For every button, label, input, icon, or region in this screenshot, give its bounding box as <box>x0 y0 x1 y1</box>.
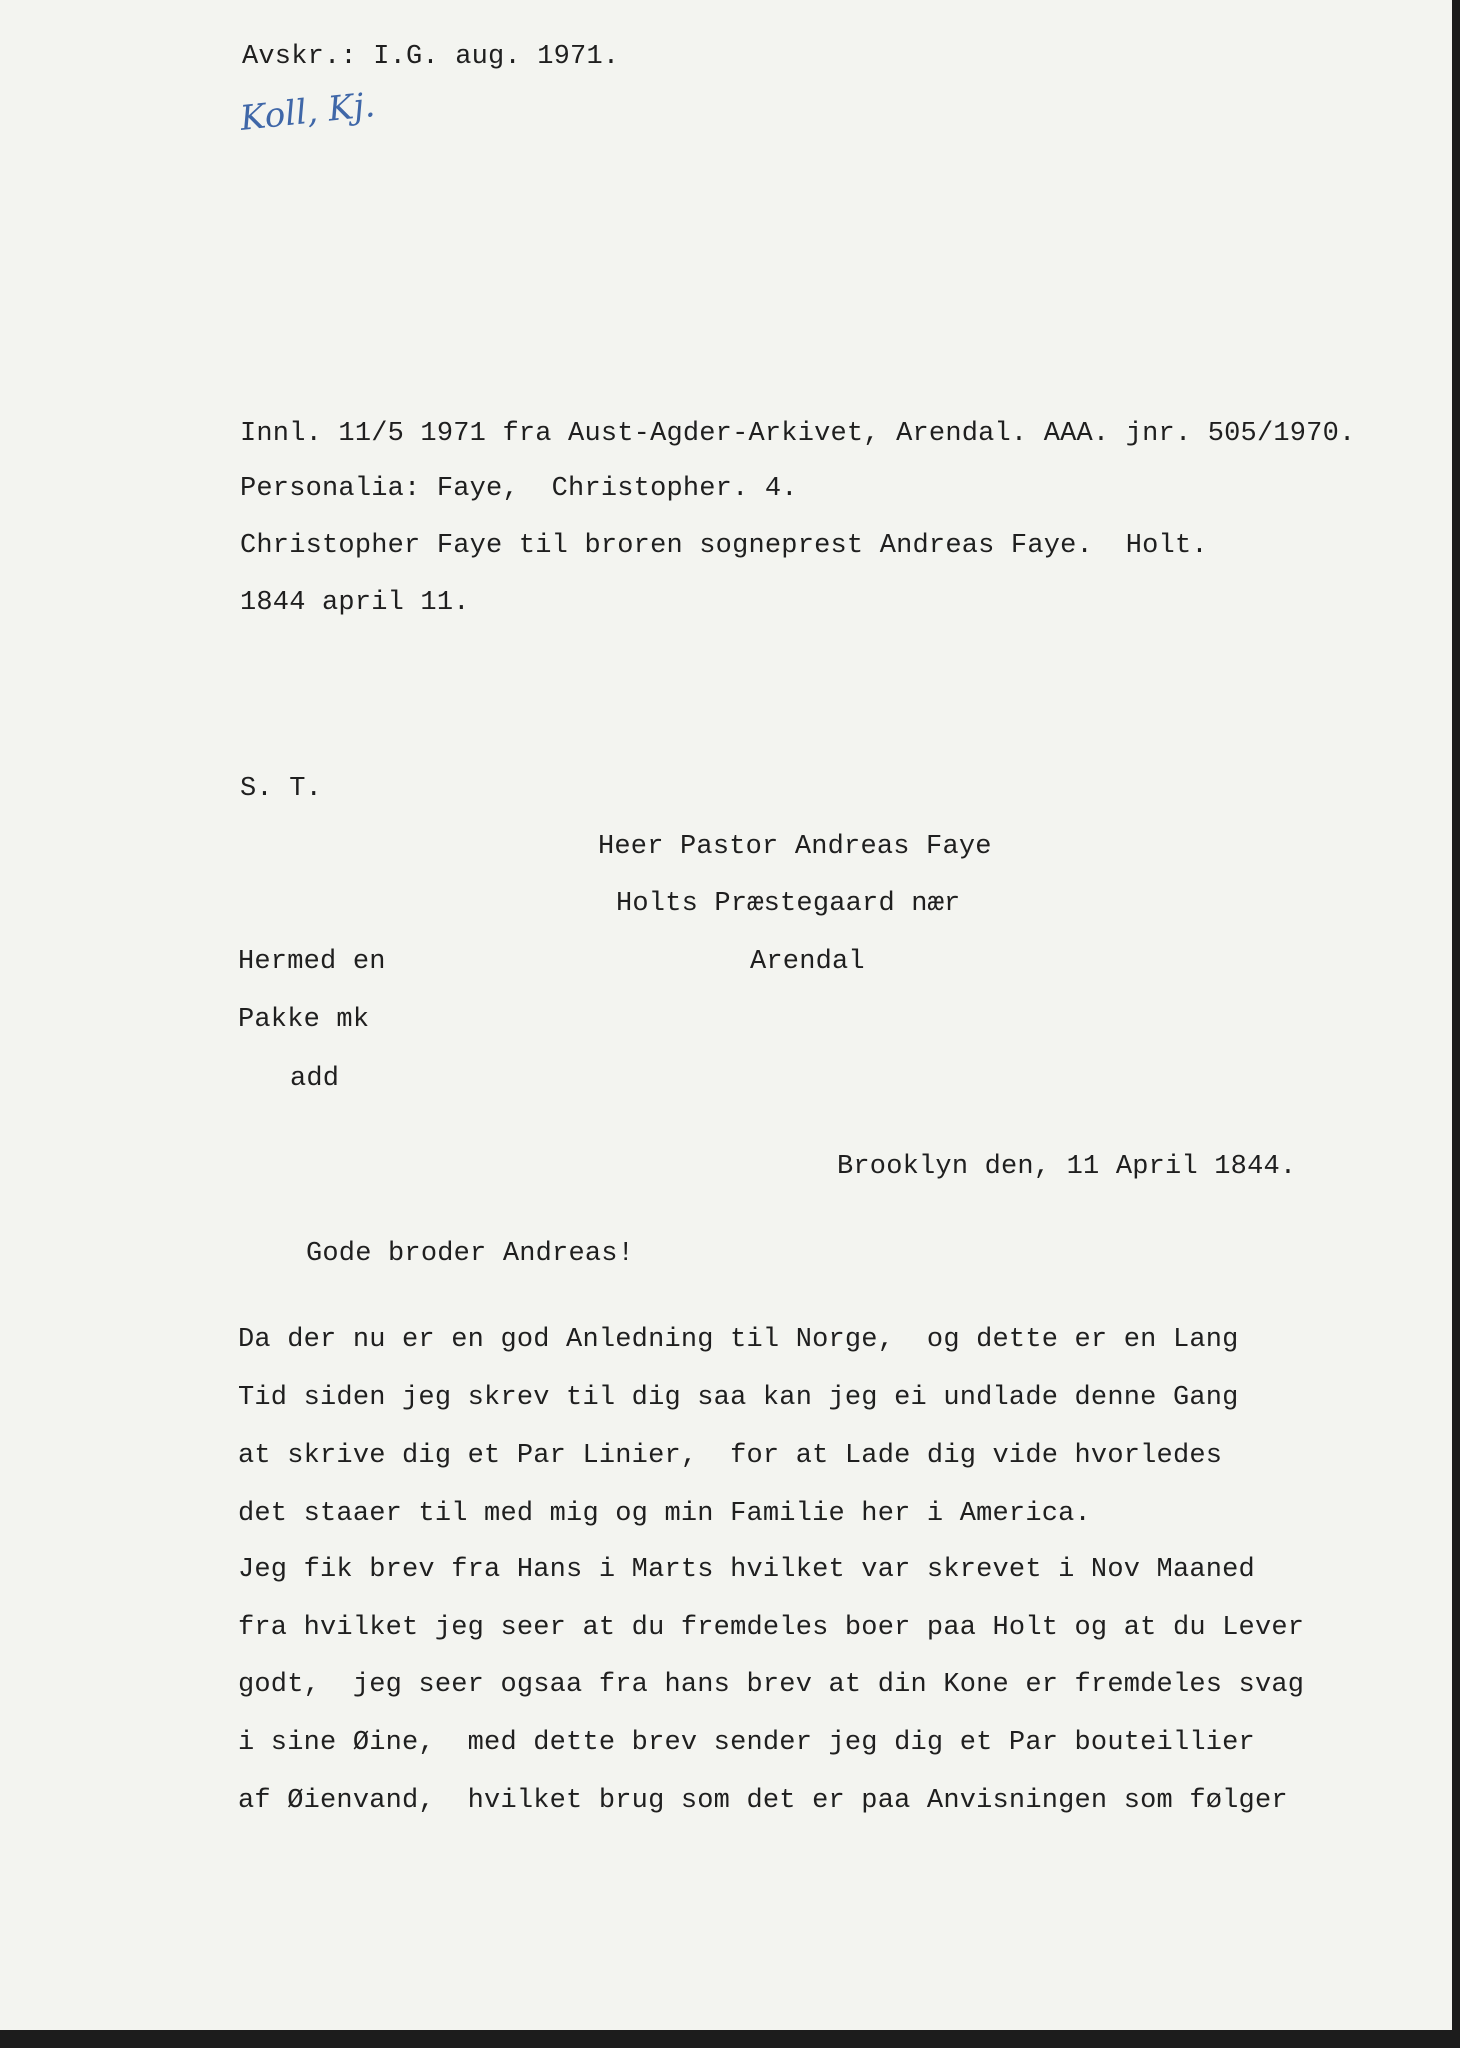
letter-greeting: Gode broder Andreas! <box>306 1239 635 1269</box>
body-line: Jeg fik brev fra Hans i Marts hvilket var skrevet i Nov Maaned <box>238 1555 1255 1585</box>
address-line-3: Arendal <box>750 947 865 977</box>
subject-line: Christopher Faye til broren sogneprest Andreas Faye. Holt. <box>240 531 1208 561</box>
package-note-1: Hermed en <box>238 947 386 977</box>
body-line: Tid siden jeg skrev til dig saa kan jeg ei undlade denne Gang <box>238 1383 1239 1413</box>
body-line: det staaer til med mig og min Familie her i America. <box>238 1499 1091 1529</box>
letter-place-date: Brooklyn den, 11 April 1844. <box>837 1152 1297 1182</box>
document-date: 1844 april 11. <box>240 588 470 618</box>
body-line: i sine Øine, med dette brev sender jeg dig et Par bouteillier <box>238 1728 1255 1758</box>
package-note-2: Pakke mk <box>238 1005 370 1035</box>
transcript-note: Avskr.: I.G. aug. 1971. <box>242 42 620 72</box>
body-line: fra hvilket jeg seer at du fremdeles boer paa Holt og at du Lever <box>238 1613 1305 1643</box>
package-note-3: add <box>290 1064 340 1094</box>
salutation-abbr: S. T. <box>240 774 323 804</box>
address-line-2: Holts Præstegaard nær <box>616 889 961 919</box>
body-line: Da der nu er en god Anledning til Norge, og dette er en Lang <box>238 1325 1239 1355</box>
address-line-1: Heer Pastor Andreas Faye <box>598 832 992 862</box>
received-line: Innl. 11/5 1971 fra Aust-Agder-Arkivet, Arendal. AAA. jnr. 505/1970. <box>240 419 1356 449</box>
body-line: at skrive dig et Par Linier, for at Lade dig vide hvorledes <box>238 1441 1223 1471</box>
body-line: af Øienvand, hvilket brug som det er paa Anvisningen som følger <box>238 1786 1288 1816</box>
personalia-line: Personalia: Faye, Christopher. 4. <box>240 474 798 504</box>
body-line: godt, jeg seer ogsaa fra hans brev at din Kone er fremdeles svag <box>238 1670 1305 1700</box>
handwritten-note: Koll, Kj. <box>238 85 377 139</box>
